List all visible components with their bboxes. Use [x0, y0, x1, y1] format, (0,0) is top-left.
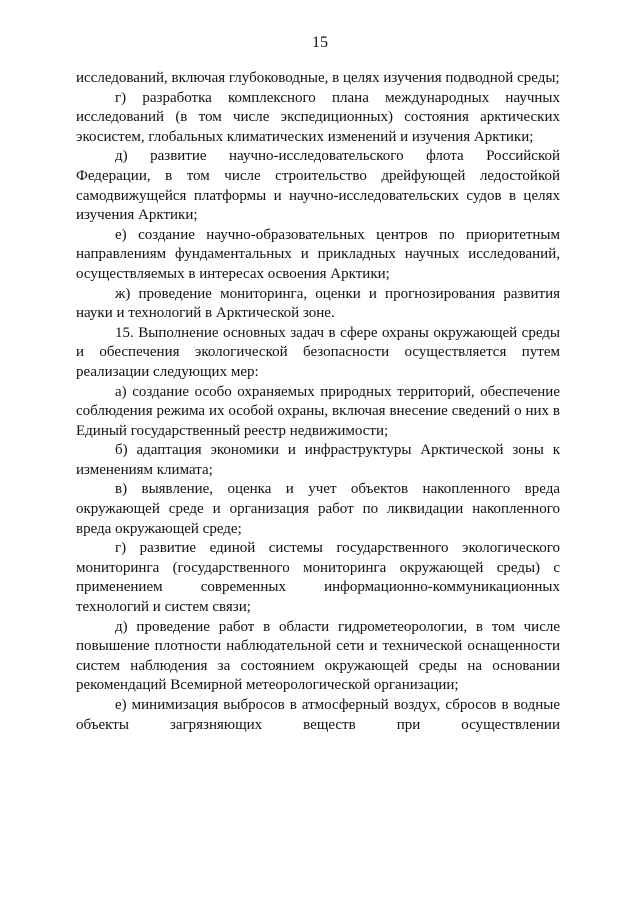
paragraph-item-b: б) адаптация экономики и инфраструктуры Арктической зоны к изменениям климата; [76, 442, 560, 478]
document-body [76, 69, 560, 735]
paragraph-item-a: а) создание особо охраняемых природных территорий, обеспечение соблюдения режима их особой охраны, включая внесение сведений о них в Единый государственный реестр недвижимости; [76, 383, 560, 439]
page-number: 15 [312, 34, 328, 51]
paragraph-continuation: исследований, включая глубоководные, в целях изучения подводной среды; [76, 70, 560, 86]
paragraph-item-g-2: г) развитие единой системы государственного экологического мониторинга (государственного мониторинга окружающей среды) с применением современных информационно-коммуникационных технологий и систем связи; [76, 540, 560, 616]
paragraph-item-g: г) разработка комплексного плана международных научных исследований (в том числе экспедиционных) состояния арктических экосистем, глобальных климатических изменений и изучения Арктики; [76, 89, 560, 145]
paragraph-item-v: в) выявление, оценка и учет объектов накопленного вреда окружающей среде и организация работ по ликвидации накопленного вреда окружающей среде; [76, 481, 560, 537]
paragraph-item-zh: ж) проведение мониторинга, оценки и прогнозирования развития науки и технологий в Арктической зоне. [76, 285, 560, 322]
paragraph-section-15: 15. Выполнение основных задач в сфере охраны окружающей среды и обеспечения экологической безопасности осуществляется путем реализации следующих мер: [76, 324, 560, 380]
paragraph-item-d-2: д) проведение работ в области гидрометеорологии, в том числе повышение плотности наблюдательной сети и технической оснащенности систем наблюдения за состоянием окружающей среды на основании рекомендаций Всемирной метеорологической организации; [76, 618, 560, 694]
paragraph-item-d: д) развитие научно-исследовательского флота Российской Федерации, в том числе строительство дрейфующей ледостойкой самодвижущейся платформы и научно-исследовательских судов в целях изучения Арктики; [76, 148, 560, 224]
paragraph-item-e-2: е) минимизация выбросов в атмосферный воздух, сбросов в водные объекты загрязняющих веществ при осуществлении [76, 697, 560, 733]
paragraph-item-e: е) создание научно-образовательных центров по приоритетным направлениям фундаментальных и прикладных научных исследований, осуществляемых в интересах освоения Арктики; [76, 226, 560, 282]
